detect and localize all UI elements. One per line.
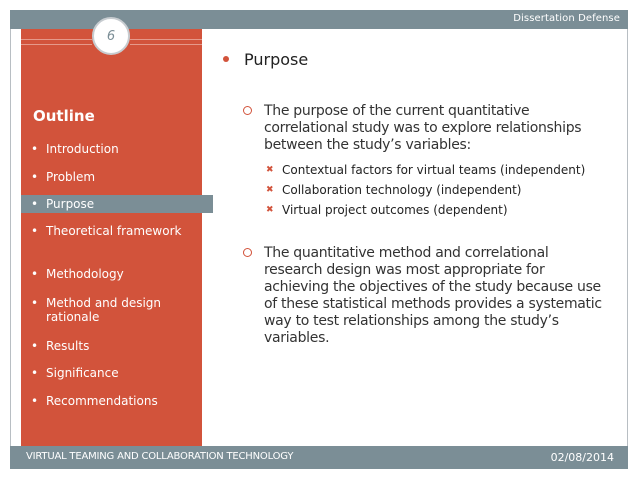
outline-item-label: Problem bbox=[46, 170, 96, 184]
square-bullet-icon: ✖ bbox=[266, 165, 274, 175]
sub-item-text: Contextual factors for virtual teams (independent) bbox=[282, 163, 586, 177]
bullet-icon: • bbox=[31, 366, 39, 380]
outline-item-label: Method and design rationale bbox=[46, 296, 162, 324]
bullet-icon: • bbox=[31, 224, 39, 238]
paragraph-text: The quantitative method and correlational research design was most appropriate for achieving the objectives of the study because use of these statistical methods provides a systematic way to test relationships among the study’s variables. bbox=[264, 245, 602, 346]
header-title: Dissertation Defense bbox=[513, 13, 620, 24]
circle-bullet-icon bbox=[243, 106, 252, 115]
outline-item-purpose[interactable] bbox=[21, 195, 213, 213]
bullet-icon: • bbox=[31, 267, 39, 281]
paragraph-text: The purpose of the current quantitative correlational study was to explore relationships between the study’s variables: bbox=[264, 103, 582, 153]
bullet-icon: • bbox=[31, 170, 39, 184]
outline-item-label: Significance bbox=[46, 366, 119, 380]
bullet-icon: • bbox=[31, 142, 39, 156]
divider bbox=[130, 44, 202, 45]
sub-item-text: Virtual project outcomes (dependent) bbox=[282, 203, 508, 217]
divider bbox=[21, 39, 92, 40]
square-bullet-icon: ✖ bbox=[266, 205, 274, 215]
outline-item-label: Theoretical framework bbox=[46, 224, 182, 238]
bullet-icon: • bbox=[31, 394, 39, 408]
square-bullet-icon: ✖ bbox=[266, 185, 274, 195]
outline-item-label: Recommendations bbox=[46, 394, 158, 408]
outline-title: Outline bbox=[33, 107, 95, 125]
footer-date: 02/08/2014 bbox=[550, 451, 614, 464]
bullet-icon: • bbox=[31, 296, 39, 310]
heading-text: Purpose bbox=[244, 50, 309, 69]
divider bbox=[130, 39, 202, 40]
outline-item-label: Introduction bbox=[46, 142, 119, 156]
circle-bullet-icon bbox=[243, 248, 252, 257]
sub-item-text: Collaboration technology (independent) bbox=[282, 183, 522, 197]
divider bbox=[21, 44, 92, 45]
slide-number: 6 bbox=[106, 28, 116, 44]
outline-item-label: Results bbox=[46, 339, 90, 353]
footer-title: VIRTUAL TEAMING AND COLLABORATION TECHNOLOGY bbox=[26, 451, 294, 462]
slide-number-badge bbox=[92, 17, 130, 55]
bullet-icon: • bbox=[31, 339, 39, 353]
bullet-icon bbox=[223, 56, 229, 62]
outline-item-label: Methodology bbox=[46, 267, 124, 281]
bullet-icon: • bbox=[31, 197, 39, 211]
outline-item-label: Purpose bbox=[46, 197, 95, 211]
